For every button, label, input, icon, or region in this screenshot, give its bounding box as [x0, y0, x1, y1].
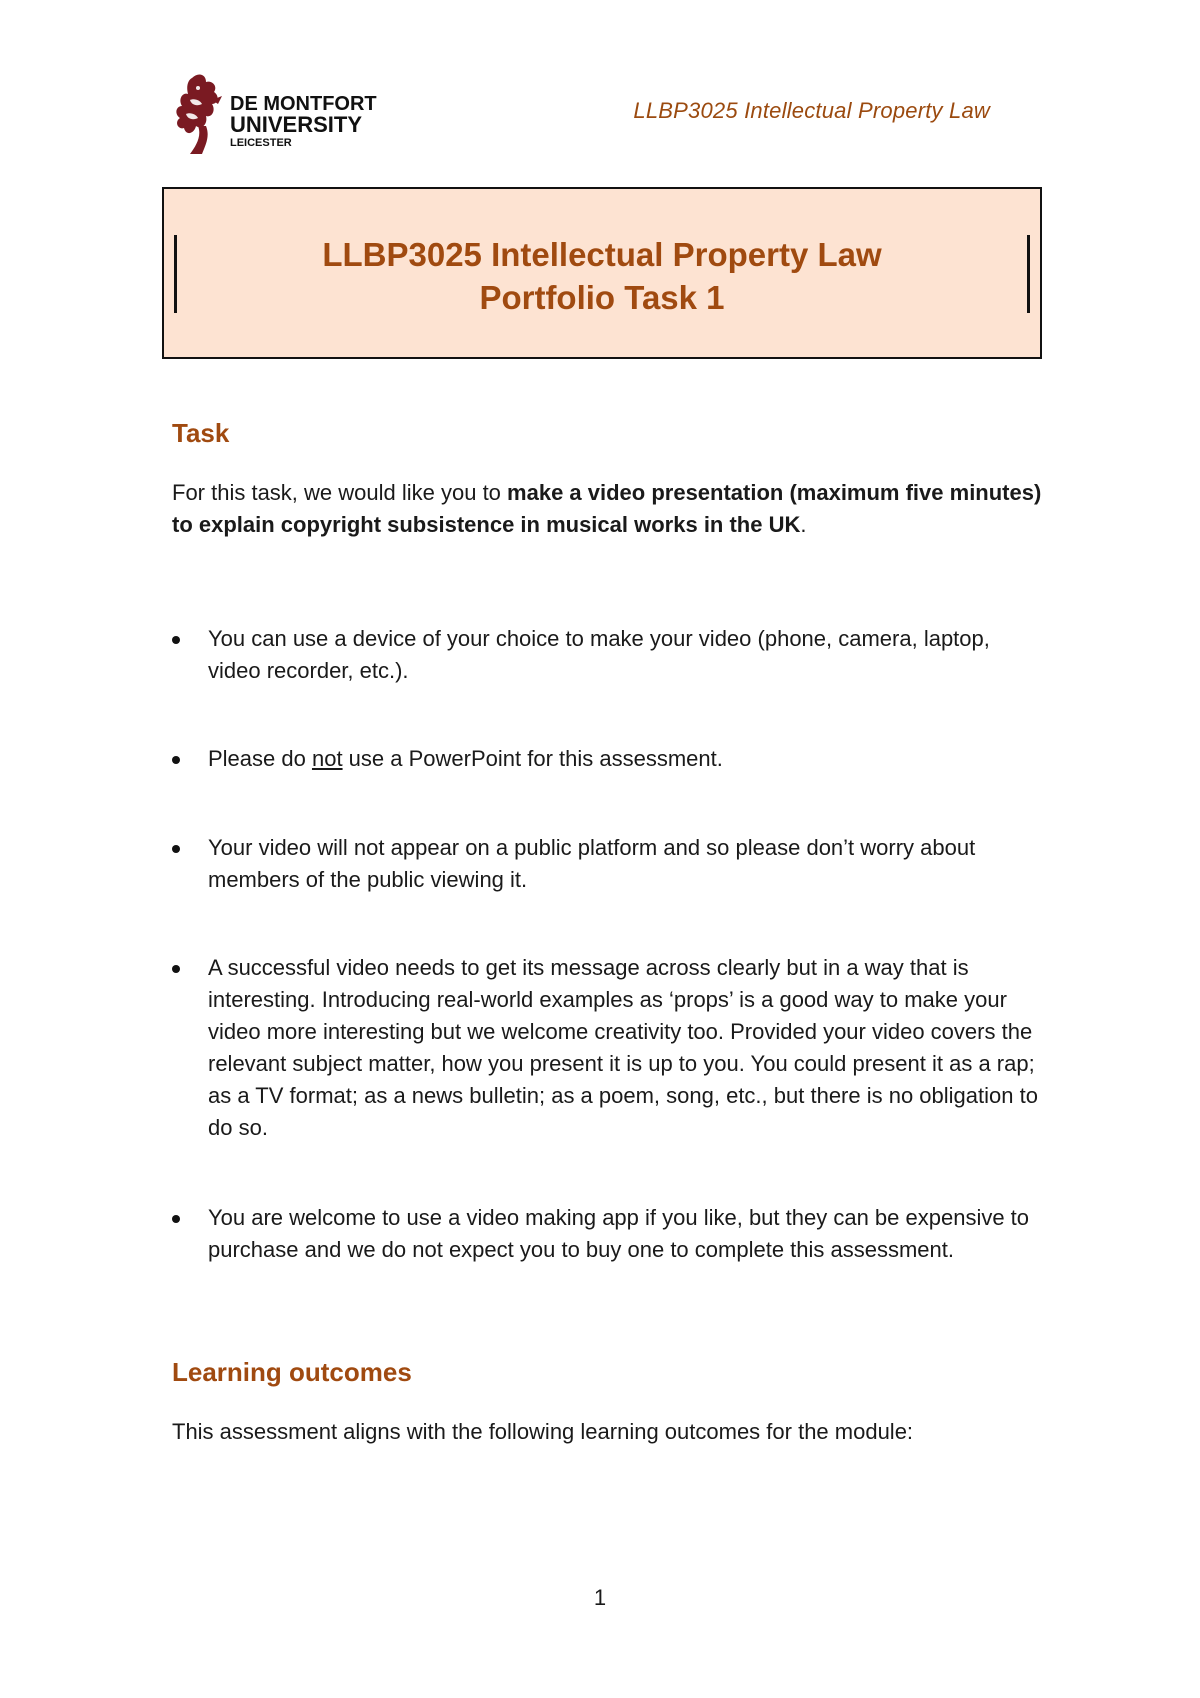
document-title: LLBP3025 Intellectual Property Law	[322, 236, 882, 273]
logo-line-2: UNIVERSITY	[230, 112, 363, 137]
list-item-text: Please do not use a PowerPoint for this assessment.	[208, 746, 723, 771]
task-intro	[172, 477, 1042, 541]
learning-outcomes-heading: Learning outcomes	[172, 1357, 412, 1387]
griffin-logo-icon	[172, 70, 382, 162]
task-intro-bold: make a video presentation (maximum five minutes) to explain copyright subsistence in musical works in the UK	[172, 480, 1042, 537]
learning-outcomes-intro: This assessment aligns with the following learning outcomes for the module:	[172, 1419, 914, 1444]
bullet-icon	[172, 845, 180, 853]
logo-line-3: LEICESTER	[230, 137, 292, 149]
bullet-icon	[172, 756, 180, 764]
list-item-text: A successful video needs to get its message across clearly but in a way that is interesting. Introducing real-world examples as ‘props’ is a good way to make your video more interesting but we welcome creativity too. Provided your video covers the relevant subject matter, how you present it is up to you. You could present it as a rap; as a TV format; as a news bulletin; as a poem, song, etc., but there is no obligation to do so.	[208, 955, 1038, 1140]
task-intro-suffix: .	[800, 512, 807, 537]
header-module-name: LLBP3025 Intellectual Property Law	[633, 98, 990, 123]
bullet-icon	[172, 1215, 180, 1223]
bullet-icon	[172, 965, 180, 973]
task-heading: Task	[172, 418, 230, 448]
document-subtitle: Portfolio Task 1	[479, 279, 725, 316]
task-intro-prefix: For this task, we would like you to	[172, 480, 508, 505]
bullet-icon	[172, 636, 180, 644]
page-number: 1	[593, 1585, 607, 1610]
logo-line-1: DE MONTFORT	[230, 93, 377, 115]
list-item-text: You can use a device of your choice to make your video (phone, camera, laptop, video recorder, etc.).	[208, 626, 990, 683]
university-logo	[172, 70, 382, 162]
list-item-text: Your video will not appear on a public platform and so please don’t worry about members of the public viewing it.	[208, 835, 976, 892]
list-item-text: You are welcome to use a video making app if you like, but they can be expensive to purchase and we do not expect you to buy one to complete this assessment.	[208, 1205, 1030, 1262]
underlined-word: not	[311, 746, 343, 771]
title-box	[162, 187, 1042, 359]
